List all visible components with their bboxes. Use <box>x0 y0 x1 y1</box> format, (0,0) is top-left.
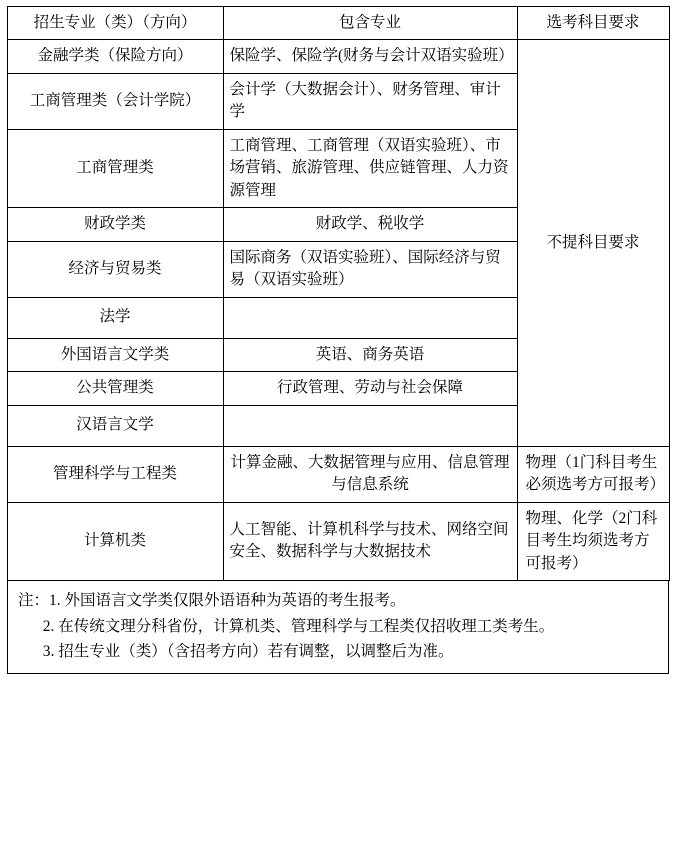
major-name: 经济与贸易类 <box>7 241 223 297</box>
note-line: 2. 在传统文理分科省份，计算机类、管理科学与工程类仅招收理工类考生。 <box>42 617 555 635</box>
major-name: 公共管理类 <box>7 372 223 405</box>
included-majors: 工商管理、工商管理（双语实验班）、市场营销、旅游管理、供应链管理、人力资源管理 <box>223 129 517 207</box>
included-majors <box>223 297 517 338</box>
major-name: 财政学类 <box>7 208 223 241</box>
included-majors: 英语、商务英语 <box>223 338 517 371</box>
major-name: 汉语言文学 <box>7 405 223 446</box>
included-majors: 行政管理、劳动与社会保障 <box>223 372 517 405</box>
major-name: 管理科学与工程类 <box>7 446 223 502</box>
header-included: 包含专业 <box>223 7 517 40</box>
note-line: 注：1. 外国语言文学类仅限外语语种为英语的考生报考。 <box>18 591 406 609</box>
major-name: 计算机类 <box>7 502 223 580</box>
note-line: 3. 招生专业（类）（含招考方向）若有调整，以调整后为准。 <box>42 643 454 661</box>
major-name: 金融学类（保险方向） <box>7 40 223 73</box>
major-name: 工商管理类（会计学院） <box>7 73 223 129</box>
header-subject: 选考科目要求 <box>517 7 669 40</box>
subject-requirement: 不提科目要求 <box>517 40 669 446</box>
included-majors: 计算金融、大数据管理与应用、信息管理与信息系统 <box>223 446 517 502</box>
subject-requirement: 物理、化学（2门科目考生均须选考方可报考） <box>517 502 669 580</box>
included-majors: 人工智能、计算机科学与技术、网络空间安全、数据科学与大数据技术 <box>223 502 517 580</box>
included-majors <box>223 405 517 446</box>
included-majors: 财政学、税收学 <box>223 208 517 241</box>
included-majors: 国际商务（双语实验班）、国际经济与贸易（双语实验班） <box>223 241 517 297</box>
table-notes <box>7 581 669 674</box>
subject-requirement: 物理（1门科目考生必须选考方可报考） <box>517 446 669 502</box>
table-row <box>7 502 669 580</box>
included-majors: 保险学、保险学(财务与会计双语实验班） <box>223 40 517 73</box>
major-name: 外国语言文学类 <box>7 338 223 371</box>
admission-majors-table <box>7 6 670 581</box>
included-majors: 会计学（大数据会计）、财务管理、审计学 <box>223 73 517 129</box>
header-major: 招生专业（类）（方向） <box>7 7 223 40</box>
document-page <box>0 6 676 850</box>
table-row <box>7 40 669 73</box>
table-header-row <box>7 7 669 40</box>
major-name: 法学 <box>7 297 223 338</box>
table-row <box>7 446 669 502</box>
major-name: 工商管理类 <box>7 129 223 207</box>
